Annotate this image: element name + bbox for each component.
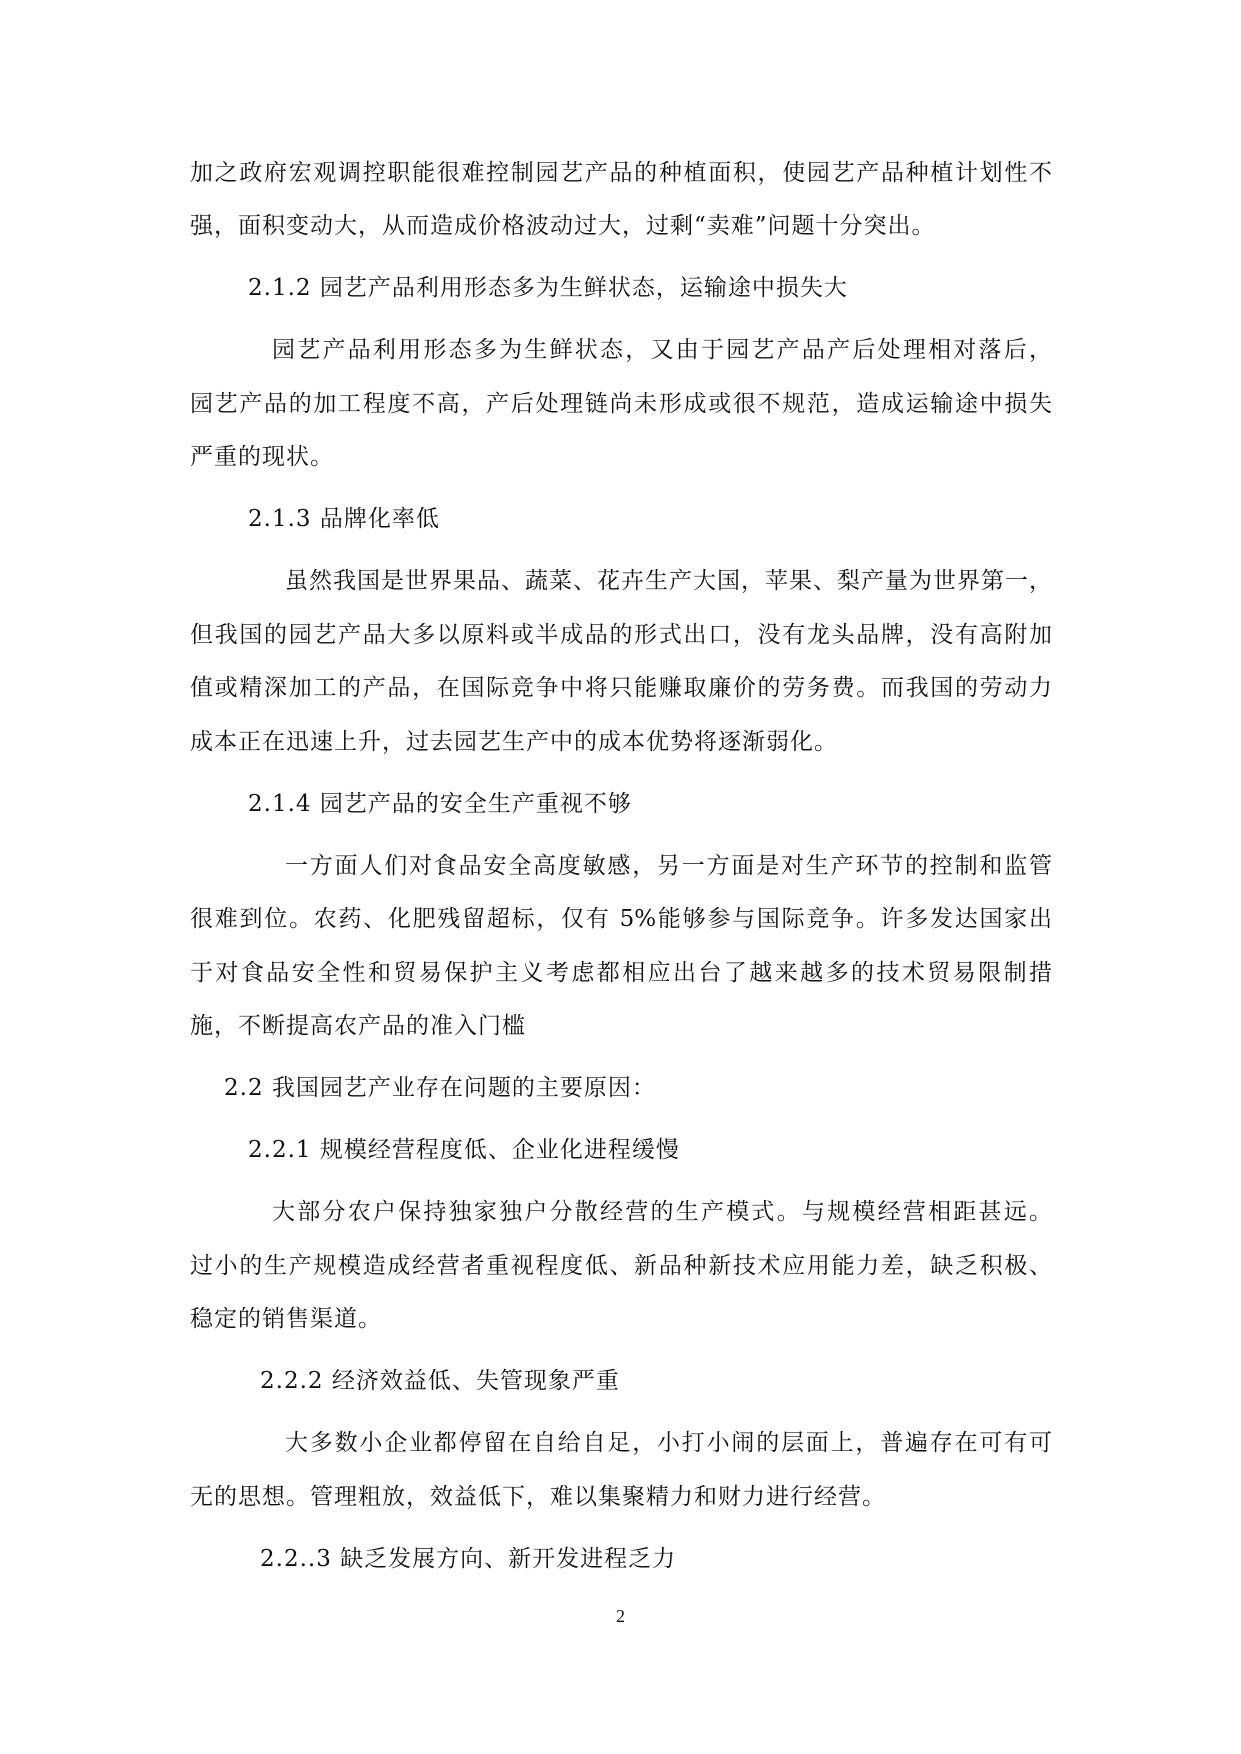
section-heading: 2.2..3 缺乏发展方向、新开发进程乏力 [260,1546,677,1572]
body-text-line: 大部分农户保持独家独户分散经营的生产模式。与规模经营相距甚远。 [272,1199,1052,1225]
section-heading: 2.1.3 品牌化率低 [248,506,440,532]
section-heading: 2.2.1 规模经营程度低、企业化进程缓慢 [248,1137,680,1163]
body-text-line: 强，面积变动大，从而造成价格波动过大，过剩“卖难”问题十分突出。 [190,213,936,239]
section-heading: 2.1.2 园艺产品利用形态多为生鲜状态，运输途中损失大 [248,275,848,301]
body-text-line: 园艺产品的加工程度不高，产后处理链尚未形成或很不规范，造成运输途中损失 [190,391,1052,417]
body-text-line: 过小的生产规模造成经营者重视程度低、新品种新技术应用能力差，缺乏积极、 [190,1253,1052,1279]
body-text-line: 但我国的园艺产品大多以原料或半成品的形式出口，没有龙头品牌，没有高附加 [190,622,1052,648]
body-text-line: 成本正在迅速上升，过去园艺生产中的成本优势将逐渐弱化。 [190,729,838,755]
body-text-line: 于对食品安全性和贸易保护主义考虑都相应出台了越来越多的技术贸易限制措 [190,960,1052,986]
body-text-line: 严重的现状。 [190,444,334,470]
section-heading: 2.2.2 经济效益低、失管现象严重 [260,1368,620,1394]
body-text-line: 加之政府宏观调控职能很难控制园艺产品的种植面积，使园艺产品种植计划性不 [190,160,1052,186]
section-heading: 2.2 我国园艺产业存在问题的主要原因： [224,1075,656,1101]
body-text-line: 无的思想。管理粗放，效益低下，难以集聚精力和财力进行经营。 [190,1484,886,1510]
body-text-line: 值或精深加工的产品，在国际竞争中将只能赚取廉价的劳务费。而我国的劳动力 [190,675,1052,701]
body-text-line: 稳定的销售渠道。 [190,1306,382,1332]
body-text-line: 施，不断提高农产品的准入门槛 [190,1013,526,1039]
page-number: 2 [616,1606,625,1626]
section-heading: 2.1.4 园艺产品的安全生产重视不够 [248,791,632,817]
body-text-line: 一方面人们对食品安全高度敏感，另一方面是对生产环节的控制和监管 [285,853,1052,879]
body-text-line: 虽然我国是世界果品、蔬菜、花卉生产大国，苹果、梨产量为世界第一， [285,568,1052,594]
body-text-line: 很难到位。农药、化肥残留超标，仅有 5%能够参与国际竞争。许多发达国家出 [190,906,1052,932]
body-text-line: 大多数小企业都停留在自给自足，小打小闹的层面上，普遍存在可有可 [285,1430,1052,1456]
body-text-line: 园艺产品利用形态多为生鲜状态，又由于园艺产品产后处理相对落后， [272,337,1052,363]
